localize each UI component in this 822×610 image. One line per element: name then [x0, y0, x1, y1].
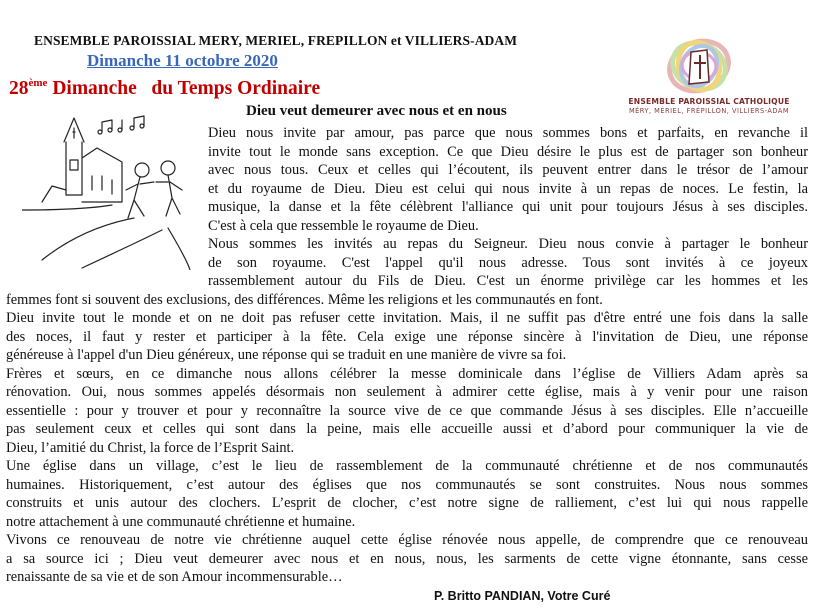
- signature: P. Britto PANDIAN, Votre Curé: [434, 589, 611, 603]
- sunday-title-text: Dimanche du Temps Ordinaire: [47, 78, 321, 99]
- sermon-line: invite tout le monde sans exception. Ce que Dieu désire le plus est de partager son bonheur: [208, 143, 808, 160]
- sermon-line: femmes font si souvent des exclusions, des différences. Même les religions et les communautés en font.: [6, 291, 603, 308]
- sermon-title: Dieu veut demeurer avec nous et en nous: [246, 103, 507, 119]
- sermon-line: de son royaume. C'est l'appel qu'il nous adresse. Tous sont invités à ce joyeux: [208, 254, 808, 271]
- sermon-line: rassemblement autour du Fils de Dieu. C'est un énorme privilège car les hommes et les: [208, 273, 808, 289]
- sermon-line: Nous sommes les invités au repas du Seigneur. Dieu nous convie à partager le bonheur: [208, 236, 808, 252]
- sermon-line: Dieu invite tout le monde et on ne doit pas refuser cette invitation. Mais, il ne suffit pas d'être entré une fois dans la salle: [6, 310, 808, 326]
- sermon-line: renaissante de sa vie et de son Amour incommensurable…: [6, 569, 343, 585]
- sermon-line: Vivons ce renouveau de notre vie chrétienne auquel cette église rénovée nous appelle, de comprendre que ce renouveau: [6, 532, 808, 548]
- sermon-line: des noces, il faut y rester et participer à la fête. Cela exige une réponse sincère à l'invitation de Dieu, une réponse: [6, 328, 808, 345]
- sermon-line: avec nous tous. Ceux et celles qui l’écoutent, ils peuvent entrer dans le trésor de l’amour: [208, 162, 808, 178]
- logo-name: ENSEMBLE PAROISSIAL CATHOLIQUE: [628, 97, 790, 106]
- sermon-line: essentielle : pour y trouver et pour y reconnaître la source vive de ce que commande Jésus à ses disciples. Elle n’accueille: [6, 402, 808, 419]
- sermon-line: rénovation. Oui, nous sommes appelés désormais non seulement à admirer cette église, mais à y venir pour une raison: [6, 384, 808, 400]
- sermon-line: et du royaume de Dieu. Dieu est celui qui nous invite à un repas de noces. Le festin, la: [208, 180, 808, 197]
- sermon-line: Frères et sœurs, en ce dimanche nous allons célébrer la messe dominicale dans l’église de Villiers Adam après sa: [6, 365, 808, 382]
- sermon-line: a sa source ici ; Dieu veut demeurer avec nous et en nous, nous, les sarments de cette vigne étonnante, sans cesse: [6, 550, 808, 567]
- sermon-line: notre attachement à une communauté chrétienne et humaine.: [6, 513, 356, 530]
- sermon-line: musique, la danse et la fête célèbrent l'alliance qui unit pour toujours Jésus à ses disciples.: [208, 199, 808, 215]
- date-line: Dimanche 11 octobre 2020: [87, 51, 278, 70]
- sunday-number: 28: [9, 78, 29, 99]
- parish-header-title: ENSEMBLE PAROISSIAL MERY, MERIEL, FREPILLON et VILLIERS-ADAM: [34, 33, 518, 48]
- sermon-line: Une église dans un village, c’est le lieu de rassemblement de la communauté chrétienne et de nos communautés: [6, 458, 808, 474]
- sermon-line: humaines. Historiquement, c’est autour des églises que nos communautés se sont construites. Nous nous sommes: [6, 476, 808, 493]
- sermon-line: construits et unis autour des clochers. L’esprit de clocher, c’est notre signe de ralliement, c’est lui qui nous rappelle: [6, 495, 808, 511]
- sunday-title: [9, 77, 320, 100]
- logo-towns: MÉRY, MÉRIEL, FRÉPILLON, VILLIERS-ADAM: [628, 107, 790, 115]
- sermon-line: C'est à cela que ressemble le royaume de Dieu.: [208, 217, 479, 234]
- sermon-line: Dieu nous invite par amour, pas parce que nous sommes bons et parfaits, en revanche il: [208, 125, 808, 141]
- sermon-line: Dieu, l’amitié du Christ, la force de l’Esprit Saint.: [6, 439, 295, 456]
- sunday-suffix: ème: [28, 77, 48, 89]
- church-and-walking-figures-icon: [22, 110, 192, 270]
- sermon-line: généreuse à l'appel d'un Dieu généreux, une réponse qui se traduit en une manière de vivre sa foi.: [6, 347, 567, 363]
- sermon-line: pas seulement ceux et celles qui sont dans la peine, mais elle accueille aussi et d’abord pour communiquer la vie de: [6, 421, 808, 437]
